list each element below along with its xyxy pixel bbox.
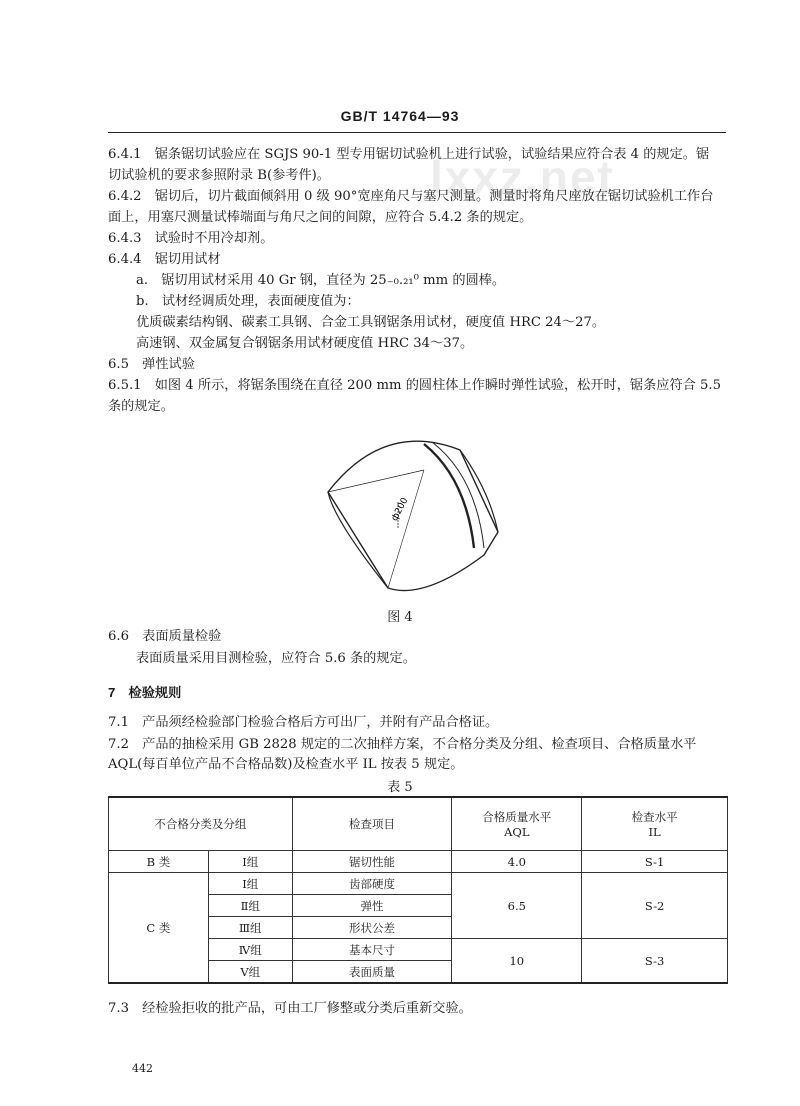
item-b-line2: 高速钢、双金属复合钢锯条用试材硬度值 HRC 34～37。 <box>136 336 474 351</box>
para-7-2-line1: 7.2 产品的抽检采用 GB 2828 规定的二次抽样方案，不合格分类及分组、检查项目、合格质量水平 <box>108 737 697 752</box>
class-cell: C 类 <box>109 873 209 984</box>
header-item: 检查项目 <box>292 797 452 851</box>
para-7-2-line2: AQL(每百单位产品不合格品数)及检查水平 IL 按表 5 规定。 <box>108 757 464 772</box>
section-6-6: 6.6 表面质量检验 <box>108 629 222 644</box>
header-aql <box>452 797 582 851</box>
group-cell: Ⅴ组 <box>208 961 292 984</box>
group-cell: Ⅰ组 <box>208 851 292 873</box>
item-b-line1: 优质碳素结构钢、碳素工具钢、合金工具钢锯条用试材，硬度值 HRC 24～27。 <box>136 315 606 330</box>
para-6-4-2-line1: 6.4.2 锯切后，切片截面倾斜用 0 级 90°宽座角尺与塞尺测量。测量时将角尺座放在锯切试验机工作台 <box>108 189 714 204</box>
item-cell: 基本尺寸 <box>292 939 452 961</box>
table-header-row <box>109 797 728 851</box>
aql-cell: 10 <box>452 939 582 984</box>
header-il-line1: 检查水平 <box>631 810 678 824</box>
il-cell: S-1 <box>582 851 728 873</box>
header-il <box>582 797 728 851</box>
para-7-3: 7.3 经检验拒收的批产品，可由工厂修整或分类后重新交验。 <box>108 1001 472 1016</box>
document-header: GB/T 14764—93 <box>340 108 460 124</box>
item-b: b. 试材经调质处理，表面硬度值为： <box>136 294 360 309</box>
para-6-6: 表面质量采用目测检验，应符合 5.6 条的规定。 <box>136 651 416 666</box>
figure-4-drawing <box>314 430 514 600</box>
para-6-5-1-line2: 条的规定。 <box>108 399 174 414</box>
aql-cell: 4.0 <box>452 851 582 873</box>
item-cell: 形状公差 <box>292 917 452 939</box>
il-cell: S-2 <box>582 873 728 939</box>
group-cell: Ⅰ组 <box>208 873 292 895</box>
para-7-1: 7.1 产品须经检验部门检验合格后方可出厂，并附有产品合格证。 <box>108 715 499 730</box>
item-cell: 齿部硬度 <box>292 873 452 895</box>
page-number: 442 <box>132 1062 153 1075</box>
class-cell: B 类 <box>109 851 209 873</box>
item-cell: 弹性 <box>292 895 452 917</box>
section-6-5: 6.5 弹性试验 <box>108 357 195 372</box>
para-6-4-4: 6.4.4 锯切用试材 <box>108 252 221 267</box>
para-6-4-3: 6.4.3 试验时不用冷却剂。 <box>108 231 274 246</box>
table-5 <box>108 796 728 984</box>
group-cell: Ⅱ组 <box>208 895 292 917</box>
aql-cell: 6.5 <box>452 873 582 939</box>
group-cell: Ⅳ组 <box>208 939 292 961</box>
para-6-4-1-line2: 切试验机的要求参照附录 B(参考件)。 <box>108 168 330 183</box>
para-6-5-1-line1: 6.5.1 如图 4 所示，将锯条围绕在直径 200 mm 的圆柱体上作瞬时弹性试验，松开时，锯条应符合 5.5 <box>108 378 721 393</box>
item-cell: 表面质量 <box>292 961 452 984</box>
il-cell: S-3 <box>582 939 728 984</box>
para-6-4-1-line1: 6.4.1 锯条锯切试验应在 SGJS 90-1 型专用锯切试验机上进行试验，试验结果应符合表 4 的规定。锯 <box>108 147 710 162</box>
group-cell: Ⅲ组 <box>208 917 292 939</box>
item-cell: 锯切性能 <box>292 851 452 873</box>
section-7-heading: 7 检验规则 <box>108 685 182 700</box>
item-a: a. 锯切用试材采用 40 Gr 钢，直径为 25₋₀.₂₁⁰ mm 的圆棒。 <box>136 273 506 288</box>
table-row <box>109 851 728 873</box>
table-5-caption: 表 5 <box>387 780 413 795</box>
para-6-4-2-line2: 面上，用塞尺测量试棒端面与角尺之间的间隙，应符合 5.4.2 条的规定。 <box>108 210 533 225</box>
header-aql-line1: 合格质量水平 <box>482 810 552 824</box>
watermark: lxxz.net <box>430 151 615 203</box>
header-il-line2: IL <box>648 825 661 839</box>
header-aql-line2: AQL <box>504 825 530 839</box>
figure-4-dimension-label: ф200 <box>389 496 411 523</box>
header-category: 不合格分类及分组 <box>109 797 293 851</box>
figure-4-caption: 图 4 <box>387 610 413 625</box>
header-rule <box>108 132 726 133</box>
table-row <box>109 873 728 895</box>
